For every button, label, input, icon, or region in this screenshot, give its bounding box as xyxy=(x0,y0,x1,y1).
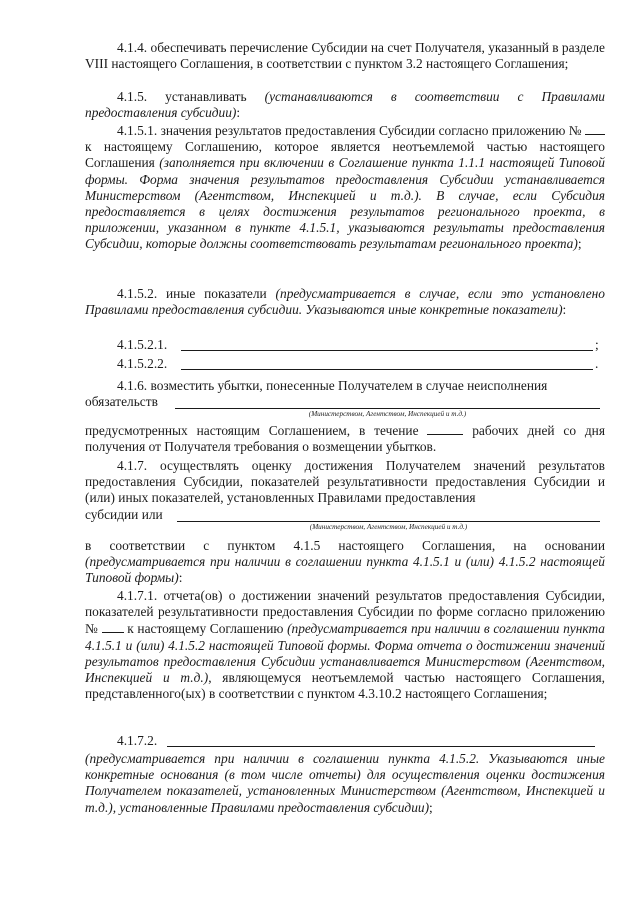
clause-4-1-6-text-4: рабочих дней со дня получения от Получателя требования о возмещении убытков. xyxy=(85,423,606,455)
clause-4-1-5-colon: : xyxy=(236,105,241,121)
clause-4-1-5-2-2-line[interactable] xyxy=(181,369,593,370)
ministry-name-line-2[interactable] xyxy=(177,521,600,522)
clause-4-1-4 xyxy=(85,40,605,72)
clause-4-1-7-colon: : xyxy=(178,570,183,586)
clause-4-1-6-text-3: предусмотренных настоящим Соглашением, в течение xyxy=(85,423,428,438)
clause-4-1-7-2-label: 4.1.7.2. xyxy=(117,733,158,748)
clause-4-1-7 xyxy=(85,458,605,507)
clause-4-1-6-text: 4.1.6. возместить убытки, понесенные Получателем в случае неисполнения xyxy=(117,378,548,393)
clause-4-1-5-2-1-end: ; xyxy=(595,337,599,352)
clause-4-1-5-2-colon: : xyxy=(562,302,567,318)
clause-4-1-5-1-end: ; xyxy=(577,236,582,252)
clause-4-1-5-2-text: 4.1.5.2. иные показатели xyxy=(117,286,276,301)
clause-4-1-7-1-text-2: к настоящему Соглашению xyxy=(123,621,288,637)
clause-4-1-5-1 xyxy=(85,122,605,253)
clause-4-1-7-text-3: в соответствии с пунктом 4.1.5 настоящего Соглашения, на основании xyxy=(85,538,605,553)
clause-4-1-5-2-2-label: 4.1.5.2.2. xyxy=(117,356,168,371)
clause-4-1-4-text: 4.1.4. обеспечивать перечисление Субсидии на счет Получателя, указанный в разделе VIII настоящего Соглашения, в соответствии с пунктом 3.2 настоящего Соглашения; xyxy=(85,40,605,72)
clause-4-1-7-1-note: (предусматривается при наличии в соглашении пункта 4.1.5.1 и (или) 4.1.5.2 настоящей Типовой формы. Форма отчета о достижении значений результатов предоставления Субсидии устанавливается Министерством (Агентством, Инспекцией и т.д.) xyxy=(85,621,606,686)
clause-4-1-6-text-2: обязательств xyxy=(85,394,158,409)
clause-4-1-7-1-text: 4.1.7.1. отчета(ов) о достижении значений результатов предоставления Субсидии, показателей результативности предоставления Субсидии по форме согласно приложению № xyxy=(85,588,605,637)
clause-4-1-7-2-line[interactable] xyxy=(167,746,595,747)
clause-4-1-6-cont xyxy=(85,422,605,455)
report-appendix-blank[interactable] xyxy=(102,620,124,633)
clause-4-1-5-2-1-label: 4.1.5.2.1. xyxy=(117,337,168,352)
clause-4-1-7-text: 4.1.7. осуществлять оценку достижения Получателем значений результатов предоставления Субсидии, показателей результативности предоставления Субсидии и (или) иных показателей, установленных Правилами предоставления xyxy=(85,458,605,506)
clause-4-1-5-2-2-end: . xyxy=(595,356,599,371)
clause-4-1-7-1-text-3: , являющемуся неотъемлемой частью настоящего Соглашения, представленного(ых) в соответствии с пунктом 4.3.10.2 настоящего Соглашения; xyxy=(85,670,605,702)
days-count-blank[interactable] xyxy=(427,422,463,435)
clause-4-1-7-note: (предусматривается при наличии в соглашении пункта 4.1.5.1 и (или) 4.1.5.2 настоящей Типовой формы) xyxy=(85,554,605,586)
clause-4-1-7-1 xyxy=(85,588,605,702)
clause-4-1-7-2-end: ; xyxy=(429,799,433,815)
clause-4-1-6-line1 xyxy=(85,378,637,394)
ministry-caption-2: (Министерством, Агентством, Инспекцией и т.д.) xyxy=(309,523,468,531)
clause-4-1-5-2-1-line[interactable] xyxy=(181,350,593,351)
appendix-number-blank[interactable] xyxy=(585,122,605,135)
clause-4-1-7-2-note: (предусматривается при наличии в соглашении пункта 4.1.5.2. Указываются иные конкретные основания (в том числе отчеты) для осуществления оценки достижения Получателем показателей, установленных Министерством (Агентством, Инспекцией и т.д.), установленные Правилами предоставления субсидии) xyxy=(85,751,605,815)
ministry-name-line-1[interactable] xyxy=(175,408,600,409)
clause-4-1-5-1-text-cont: к настоящему Соглашению, которое является неотъемлемой частью настоящего Соглашения xyxy=(85,139,605,171)
clause-4-1-5 xyxy=(85,89,605,121)
clause-4-1-5-text: 4.1.5. устанавливать xyxy=(117,89,265,104)
clause-4-1-7-2-note-block xyxy=(85,751,605,816)
clause-4-1-5-2 xyxy=(85,286,605,318)
clause-4-1-7-cont xyxy=(85,538,605,587)
clause-4-1-5-1-note: (заполняется при включении в Соглашение пункта 1.1.1 настоящей Типовой формы. Форма значения результатов предоставления Субсидии устанавливается Министерством (Агентством, Инспекцией и т.д.). В случае, если Субсидия предоставляется в целях достижения результатов регионального проекта, в приложении, указанном в пункте 4.1.5.1, указываются результаты предоставления Субсидии, которые должны соответствовать результатам регионального проекта) xyxy=(85,155,605,252)
clause-4-1-5-1-text: 4.1.5.1. значения результатов предоставления Субсидии согласно приложению № xyxy=(117,123,585,138)
clause-4-1-5-note: (устанавливаются в соответствии с Правилами предоставления субсидии) xyxy=(85,89,605,121)
ministry-caption-1: (Министерством, Агентством, Инспекцией и т.д.) xyxy=(308,410,467,418)
clause-4-1-7-text-2: субсидии или xyxy=(85,507,163,522)
clause-4-1-5-2-note: (предусматривается в случае, если это установлено Правилами предоставления субсидии. Указываются иные конкретные показатели) xyxy=(85,286,605,318)
